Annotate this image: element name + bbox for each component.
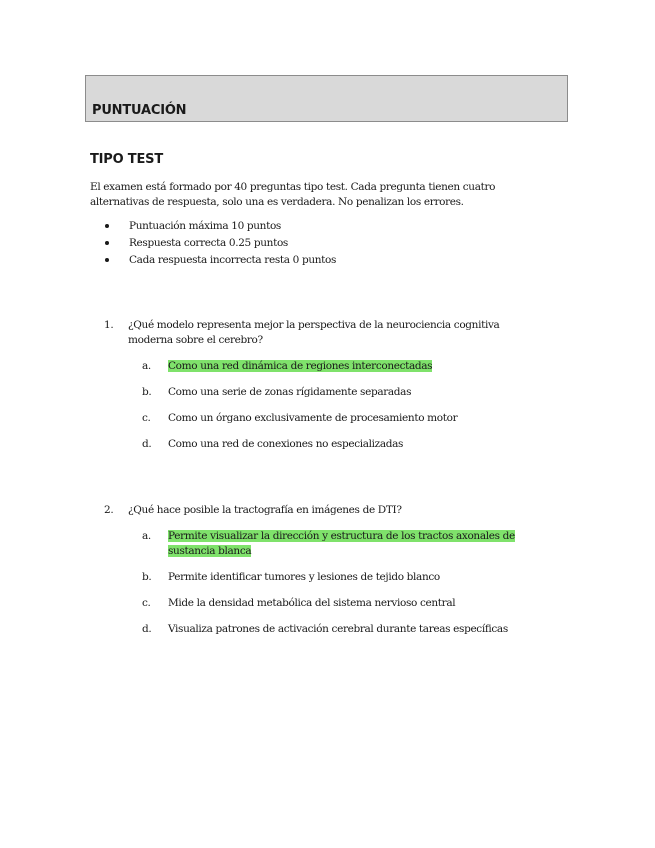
scoring-bullet-list: [90, 218, 336, 269]
answer-option: [90, 596, 550, 611]
question-text: [90, 503, 550, 518]
answer-option: [90, 359, 550, 374]
answer-letter: b.: [142, 386, 152, 398]
question-line: ¿Qué modelo representa mejor la perspectiva de la neurociencia cognitiva: [128, 319, 500, 331]
question-number: 1.: [104, 319, 114, 331]
answer-option: [90, 622, 550, 637]
question-number: 2.: [104, 504, 114, 516]
question-2: [90, 503, 550, 637]
answer-letter: b.: [142, 571, 152, 583]
question-line: moderna sobre el cerebro?: [128, 334, 263, 346]
answer-text: Como un órgano exclusivamente de procesamiento motor: [168, 412, 458, 424]
intro-line: El examen está formado por 40 preguntas tipo test. Cada pregunta tienen cuatro: [90, 181, 496, 193]
answer-list: [90, 529, 550, 637]
correct-answer-text: Como una red dinámica de regiones interconectadas: [168, 360, 433, 372]
answer-option: [90, 437, 550, 452]
answer-letter: c.: [142, 412, 151, 424]
answer-option: [90, 385, 550, 400]
answer-option: [90, 570, 550, 585]
intro-line: alternativas de respuesta, solo una es verdadera. No penalizan los errores.: [90, 196, 464, 208]
answer-option: [90, 529, 550, 559]
question-text: [90, 318, 550, 348]
question-line: ¿Qué hace posible la tractografía en imágenes de DTI?: [128, 504, 402, 516]
answer-letter: a.: [142, 360, 151, 372]
answer-letter: d.: [142, 623, 152, 635]
correct-answer-text: Permite visualizar la dirección y estructura de los tractos axonales de: [168, 530, 515, 542]
answer-text: Como una serie de zonas rígidamente separadas: [168, 386, 412, 398]
bullet-item: Cada respuesta incorrecta resta 0 puntos: [90, 252, 336, 269]
answer-text: Permite identificar tumores y lesiones de tejido blanco: [168, 571, 440, 583]
answer-list: [90, 359, 550, 452]
score-header-box: [85, 75, 568, 122]
bullet-item: Respuesta correcta 0.25 puntos: [90, 235, 336, 252]
intro-paragraph: [90, 180, 540, 210]
answer-letter: a.: [142, 530, 151, 542]
answer-text: Visualiza patrones de activación cerebral durante tareas específicas: [168, 623, 508, 635]
answer-letter: c.: [142, 597, 151, 609]
section-title: TIPO TEST: [90, 152, 163, 167]
question-1: [90, 318, 550, 452]
correct-answer-text: sustancia blanca: [168, 545, 252, 557]
bullet-item: Puntuación máxima 10 puntos: [90, 218, 336, 235]
answer-option: [90, 411, 550, 426]
answer-text: Como una red de conexiones no especializadas: [168, 438, 404, 450]
page-title: PUNTUACIÓN: [92, 103, 187, 118]
answer-text: Mide la densidad metabólica del sistema nervioso central: [168, 597, 456, 609]
answer-letter: d.: [142, 438, 152, 450]
